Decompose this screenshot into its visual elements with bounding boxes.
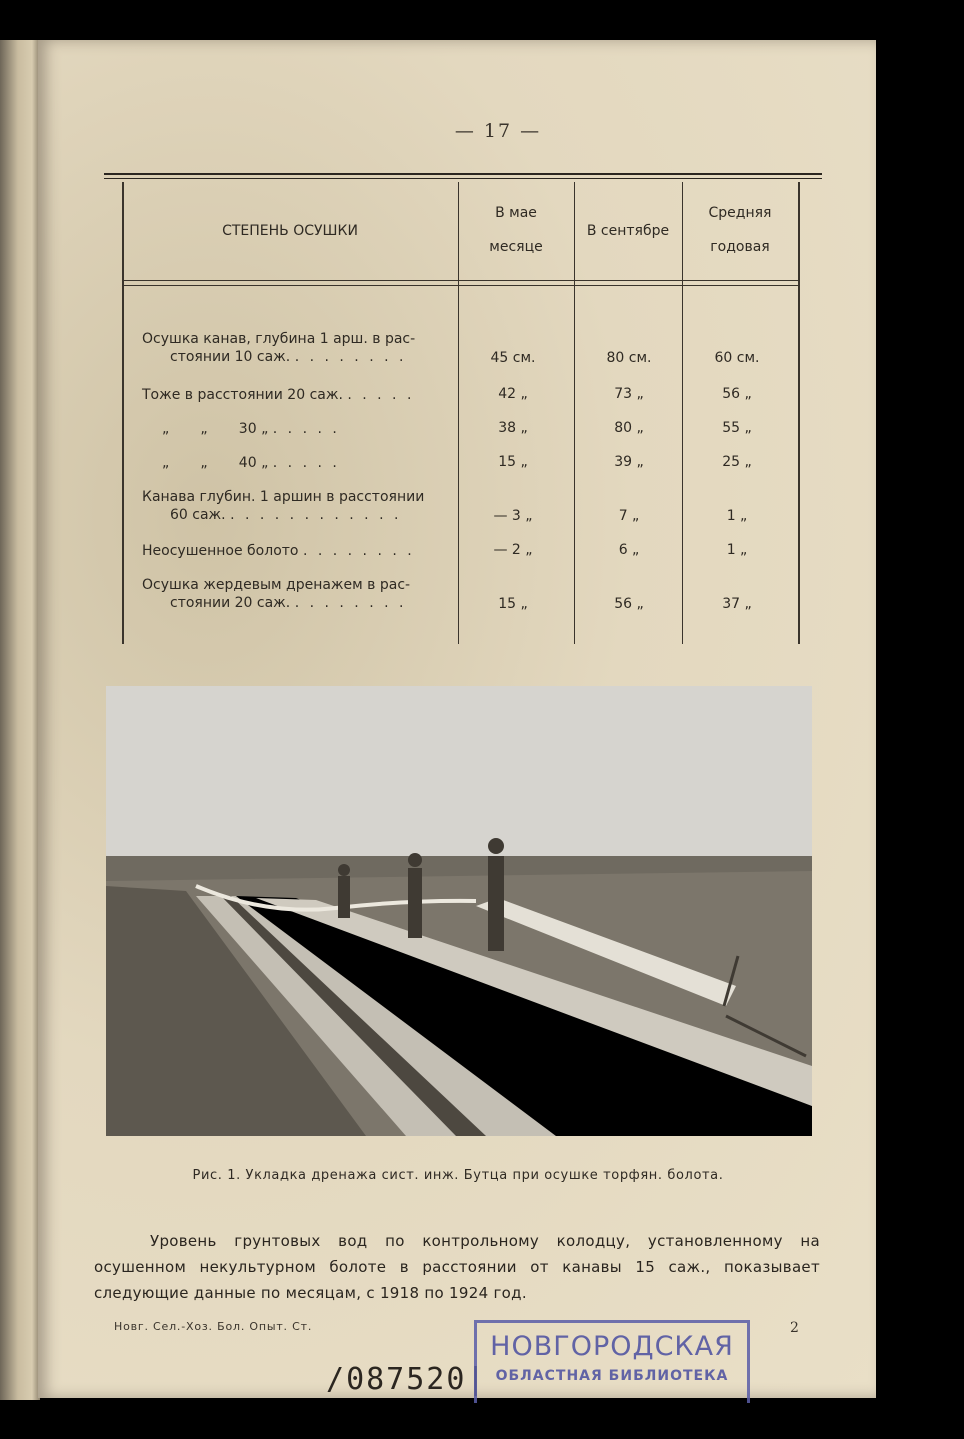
- row-label-line1: Неосушенное болото: [142, 543, 299, 559]
- cell-average: 25 „: [722, 454, 752, 470]
- inventory-number-value: 087520: [346, 1362, 467, 1397]
- cell-may: 45 см.: [490, 350, 536, 366]
- drainage-photo: [106, 686, 812, 1136]
- cell-may: 15 „: [498, 596, 528, 612]
- header-degree: СТЕПЕНЬ ОСУШКИ: [222, 223, 358, 239]
- stamp-line2: ОБЛАСТНАЯ БИБЛИОТЕКА: [495, 1368, 729, 1384]
- table-border-left: [122, 182, 124, 644]
- stamp-line1: НОВГОРОДСКАЯ: [490, 1331, 734, 1362]
- row-label-line2: стоянии 10 саж.: [170, 349, 291, 365]
- cell-september: 80 „: [614, 420, 644, 436]
- cell-average: 37 „: [722, 596, 752, 612]
- figure-caption: Рис. 1. Укладка дренажа сист. инж. Бутца при осушке торфян. болота.: [192, 1168, 724, 1183]
- row-label-line1: „ „ 40 „: [162, 455, 269, 471]
- top-rule: [104, 173, 822, 175]
- cell-september: 56 „: [614, 596, 644, 612]
- inventory-number: /087520|: [326, 1362, 487, 1397]
- row-label-line1: „ „ 30 „: [162, 421, 269, 437]
- library-stamp: [474, 1320, 750, 1403]
- top-rule-thin: [104, 178, 822, 179]
- row-label-line1: Осушка канав, глубина 1 арш. в рас-: [142, 331, 416, 347]
- row-label-line2: 60 саж.: [170, 507, 226, 523]
- cell-september: 7 „: [618, 508, 640, 524]
- drainage-table: СТЕПЕНЬ ОСУШКИ В мае месяце В сентябре Средняя годовая Осушка канав, глубина 1 арш. в рас- стоянии 10 саж. . . . . . . . . 45 см. 80 см. 60 см. Тоже в расстоянии 20 саж. . . . . . 42 „ 73 „ 56 „ „ „ 30 „ . . . . . 38 „ 80 „ 55 „ „ „ 40 „ . . . . . 15 „ 39 „ 25 „ Канава глубин. 1 аршин в расстоянии 60 саж. . . . . . . . . . . . . — 3 „ 7 „ 1 „ Неосушенное болото . . . . . . . . — 2 „ 6 „ 1 „ Осушка жердевым дренажем в рас- стоянии 20 саж. . . . . . . . . 15 „ 56 „ 37 „: [122, 182, 802, 644]
- body-paragraph: Уровень грунтовых вод по контрольному колодцу, установленному на осушенном некультурном болоте в расстоянии от канавы 15 саж., показывает следующие данные по месяцам, с 1918 по 1924 год.: [94, 1232, 820, 1302]
- cell-may: 38 „: [498, 420, 528, 436]
- cell-may: 15 „: [498, 454, 528, 470]
- row-label-line1: Канава глубин. 1 аршин в расстоянии: [142, 489, 425, 505]
- cell-may: — 3 „: [493, 508, 533, 524]
- row-label-line2: стоянии 20 саж.: [170, 595, 291, 611]
- header-rule-2: [122, 285, 800, 286]
- sheet-number: 2: [790, 1320, 799, 1336]
- row-label-line1: Осушка жердевым дренажем в рас-: [142, 577, 411, 593]
- page-number: — 17 —: [454, 120, 542, 142]
- table-col-divider-2: [574, 182, 575, 644]
- cell-september: 80 см.: [606, 350, 652, 366]
- cell-september: 73 „: [614, 386, 644, 402]
- header-rule: [122, 280, 800, 281]
- table-border-right: [798, 182, 800, 644]
- cell-may: 42 „: [498, 386, 528, 402]
- cell-average: 60 см.: [714, 350, 760, 366]
- row-label-line1: Тоже в расстоянии 20 саж.: [142, 387, 343, 403]
- cell-september: 39 „: [614, 454, 644, 470]
- header-average-1: Средняя: [708, 205, 772, 221]
- cell-september: 6 „: [618, 542, 640, 558]
- publisher-footer: Новг. Сел.-Хоз. Бол. Опыт. Ст.: [114, 1320, 313, 1333]
- header-may-1: В мае: [495, 205, 537, 221]
- adjacent-page-edge: [0, 40, 40, 1400]
- cell-may: — 2 „: [493, 542, 533, 558]
- cell-average: 56 „: [722, 386, 752, 402]
- cell-average: 1 „: [726, 542, 748, 558]
- cell-average: 55 „: [722, 420, 752, 436]
- header-september: В сентябре: [586, 223, 670, 239]
- header-may-2: месяце: [489, 239, 543, 255]
- book-page: [38, 40, 876, 1398]
- header-average-2: годовая: [710, 239, 770, 255]
- cell-average: 1 „: [726, 508, 748, 524]
